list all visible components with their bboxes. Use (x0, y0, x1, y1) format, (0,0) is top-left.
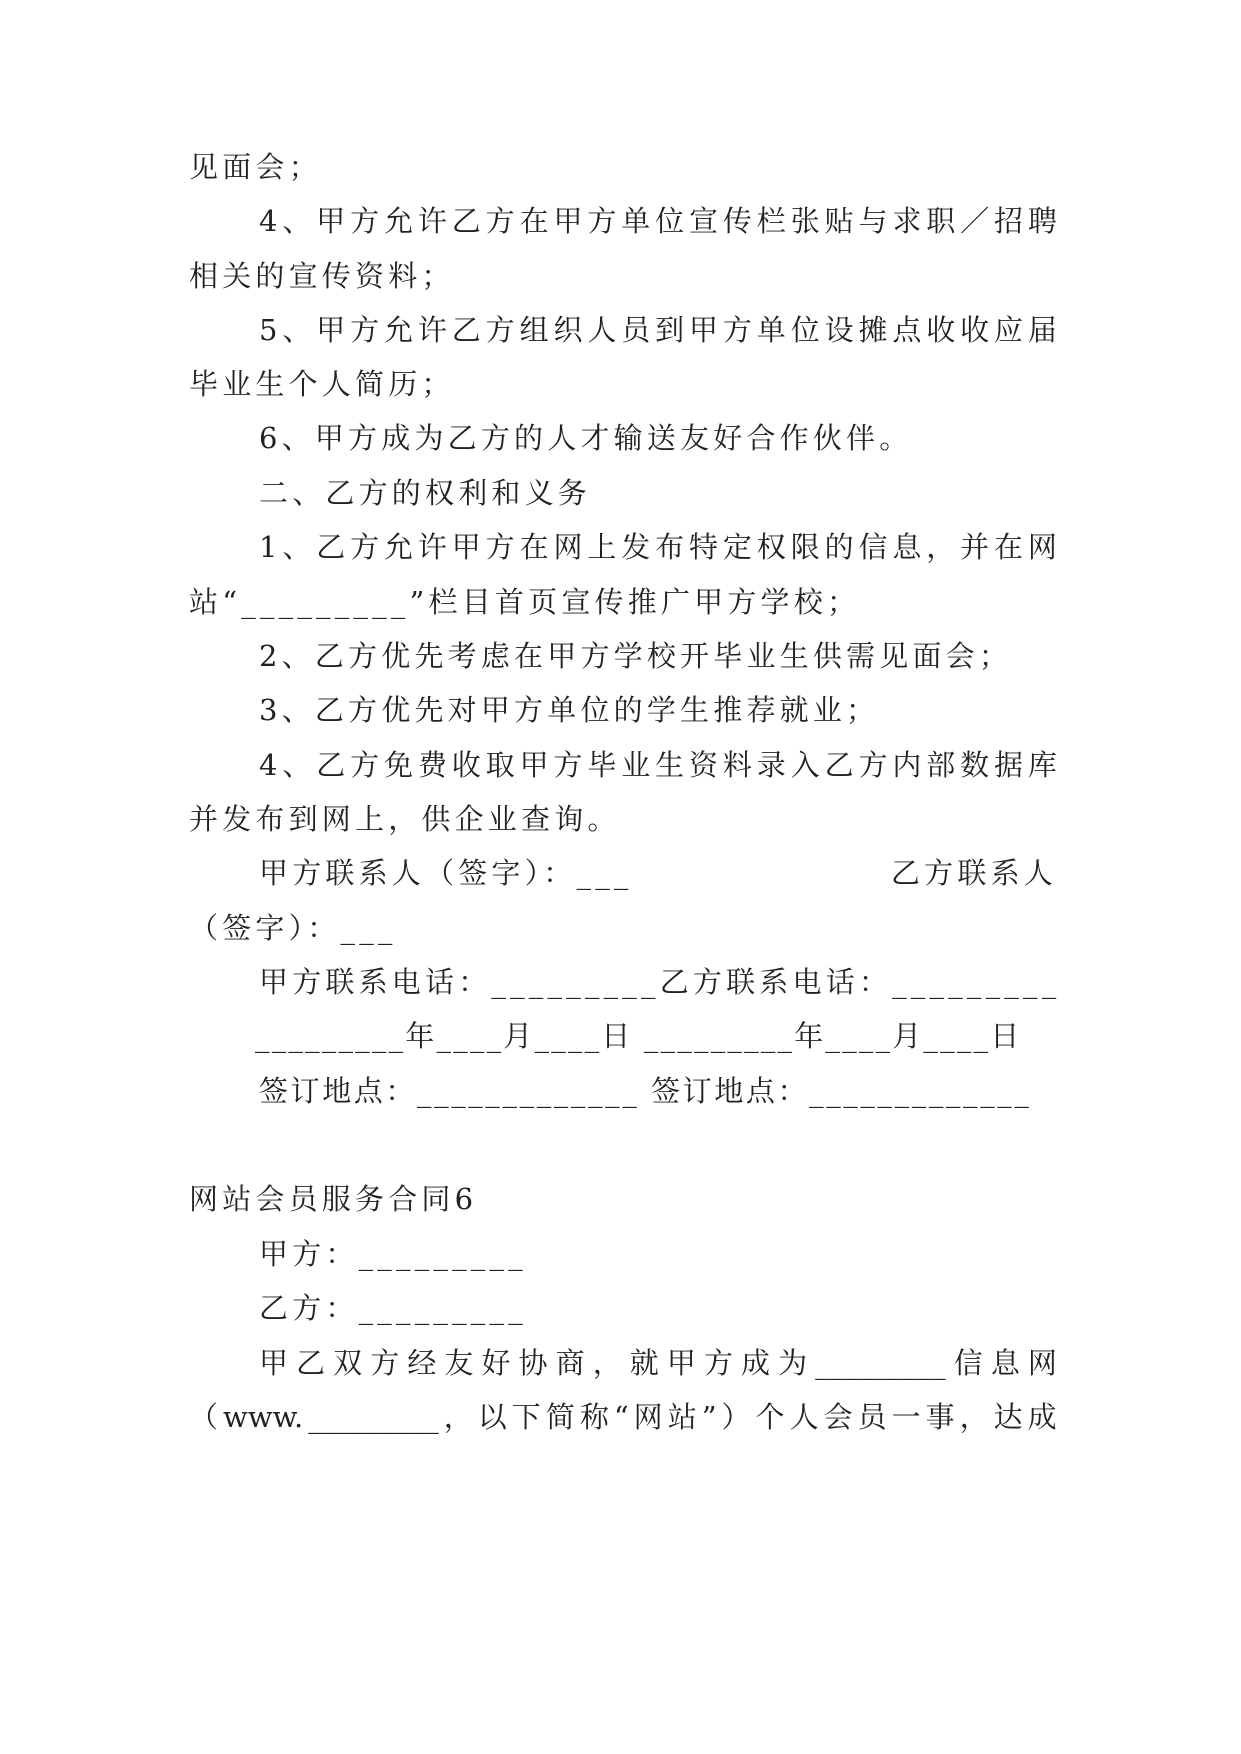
text-line: （签字）：___ (189, 911, 397, 945)
text-line: 毕业生个人简历； (189, 367, 455, 401)
section-heading: 二、乙方的权利和义务 (259, 476, 592, 510)
party-b-contact-label: 乙方联系人 (890, 856, 1057, 890)
text-line: 并发布到网上，供企业查询。 (189, 802, 621, 836)
party-a-field: 甲方：_________ (259, 1237, 527, 1271)
text-line: 4 、 乙 方 免 费 收 取 甲 方 毕 业 生 资 料 录 入 乙 方 内 部 数 据 库 (259, 748, 1057, 782)
contract-title: 网站会员服务合同6 (189, 1182, 478, 1216)
signature-row (259, 853, 1057, 893)
text-line: 2、乙方优先考虑在甲方学校开毕业生供需见面会； (259, 639, 1013, 673)
phone-row: 甲方联系电话：_________乙方联系电话：_________ (259, 965, 1061, 999)
place-row: 签订地点：_____________ 签订地点：_____________ (259, 1074, 1032, 1108)
text-line: 相关的宣传资料； (189, 259, 455, 293)
party-a-contact-signature: 甲方联系人（签字）：___ (259, 856, 633, 890)
party-b-field: 乙方：_________ (259, 1291, 527, 1325)
text-line: 1 、 乙 方 允 许 甲 方 在 网 上 发 布 特 定 权 限 的 信 息 ， 并 在 网 (259, 530, 1057, 564)
text-line: 见面会； (189, 150, 322, 184)
text-line: 站“_________”栏目首页宣传推广甲方学校； (189, 585, 861, 619)
text-line: 4 、 甲 方 允 许 乙 方 在 甲 方 单 位 宣 传 栏 张 贴 与 求 职 ／ 招 聘 (259, 204, 1057, 238)
text-line: 5 、 甲 方 允 许 乙 方 组 织 人 员 到 甲 方 单 位 设 摊 点 收 收 应 届 (259, 313, 1057, 347)
text-line: 甲 乙 双 方 经 友 好 协 商 ， 就 甲 方 成 为 _________ 信 息 网 (259, 1346, 1057, 1380)
text-line: 3、乙方优先对甲方单位的学生推荐就业； (259, 693, 880, 727)
text-line: （ www. _________ ， 以 下 简 称 “ 网 站 ” ） 个 人 会 员 一 事 ， 达 成 (189, 1400, 1057, 1434)
date-row: _________年____月____日 _________年____月____日 (255, 1019, 1022, 1053)
text-line: 6、甲方成为乙方的人才输送友好合作伙伴。 (259, 421, 913, 455)
